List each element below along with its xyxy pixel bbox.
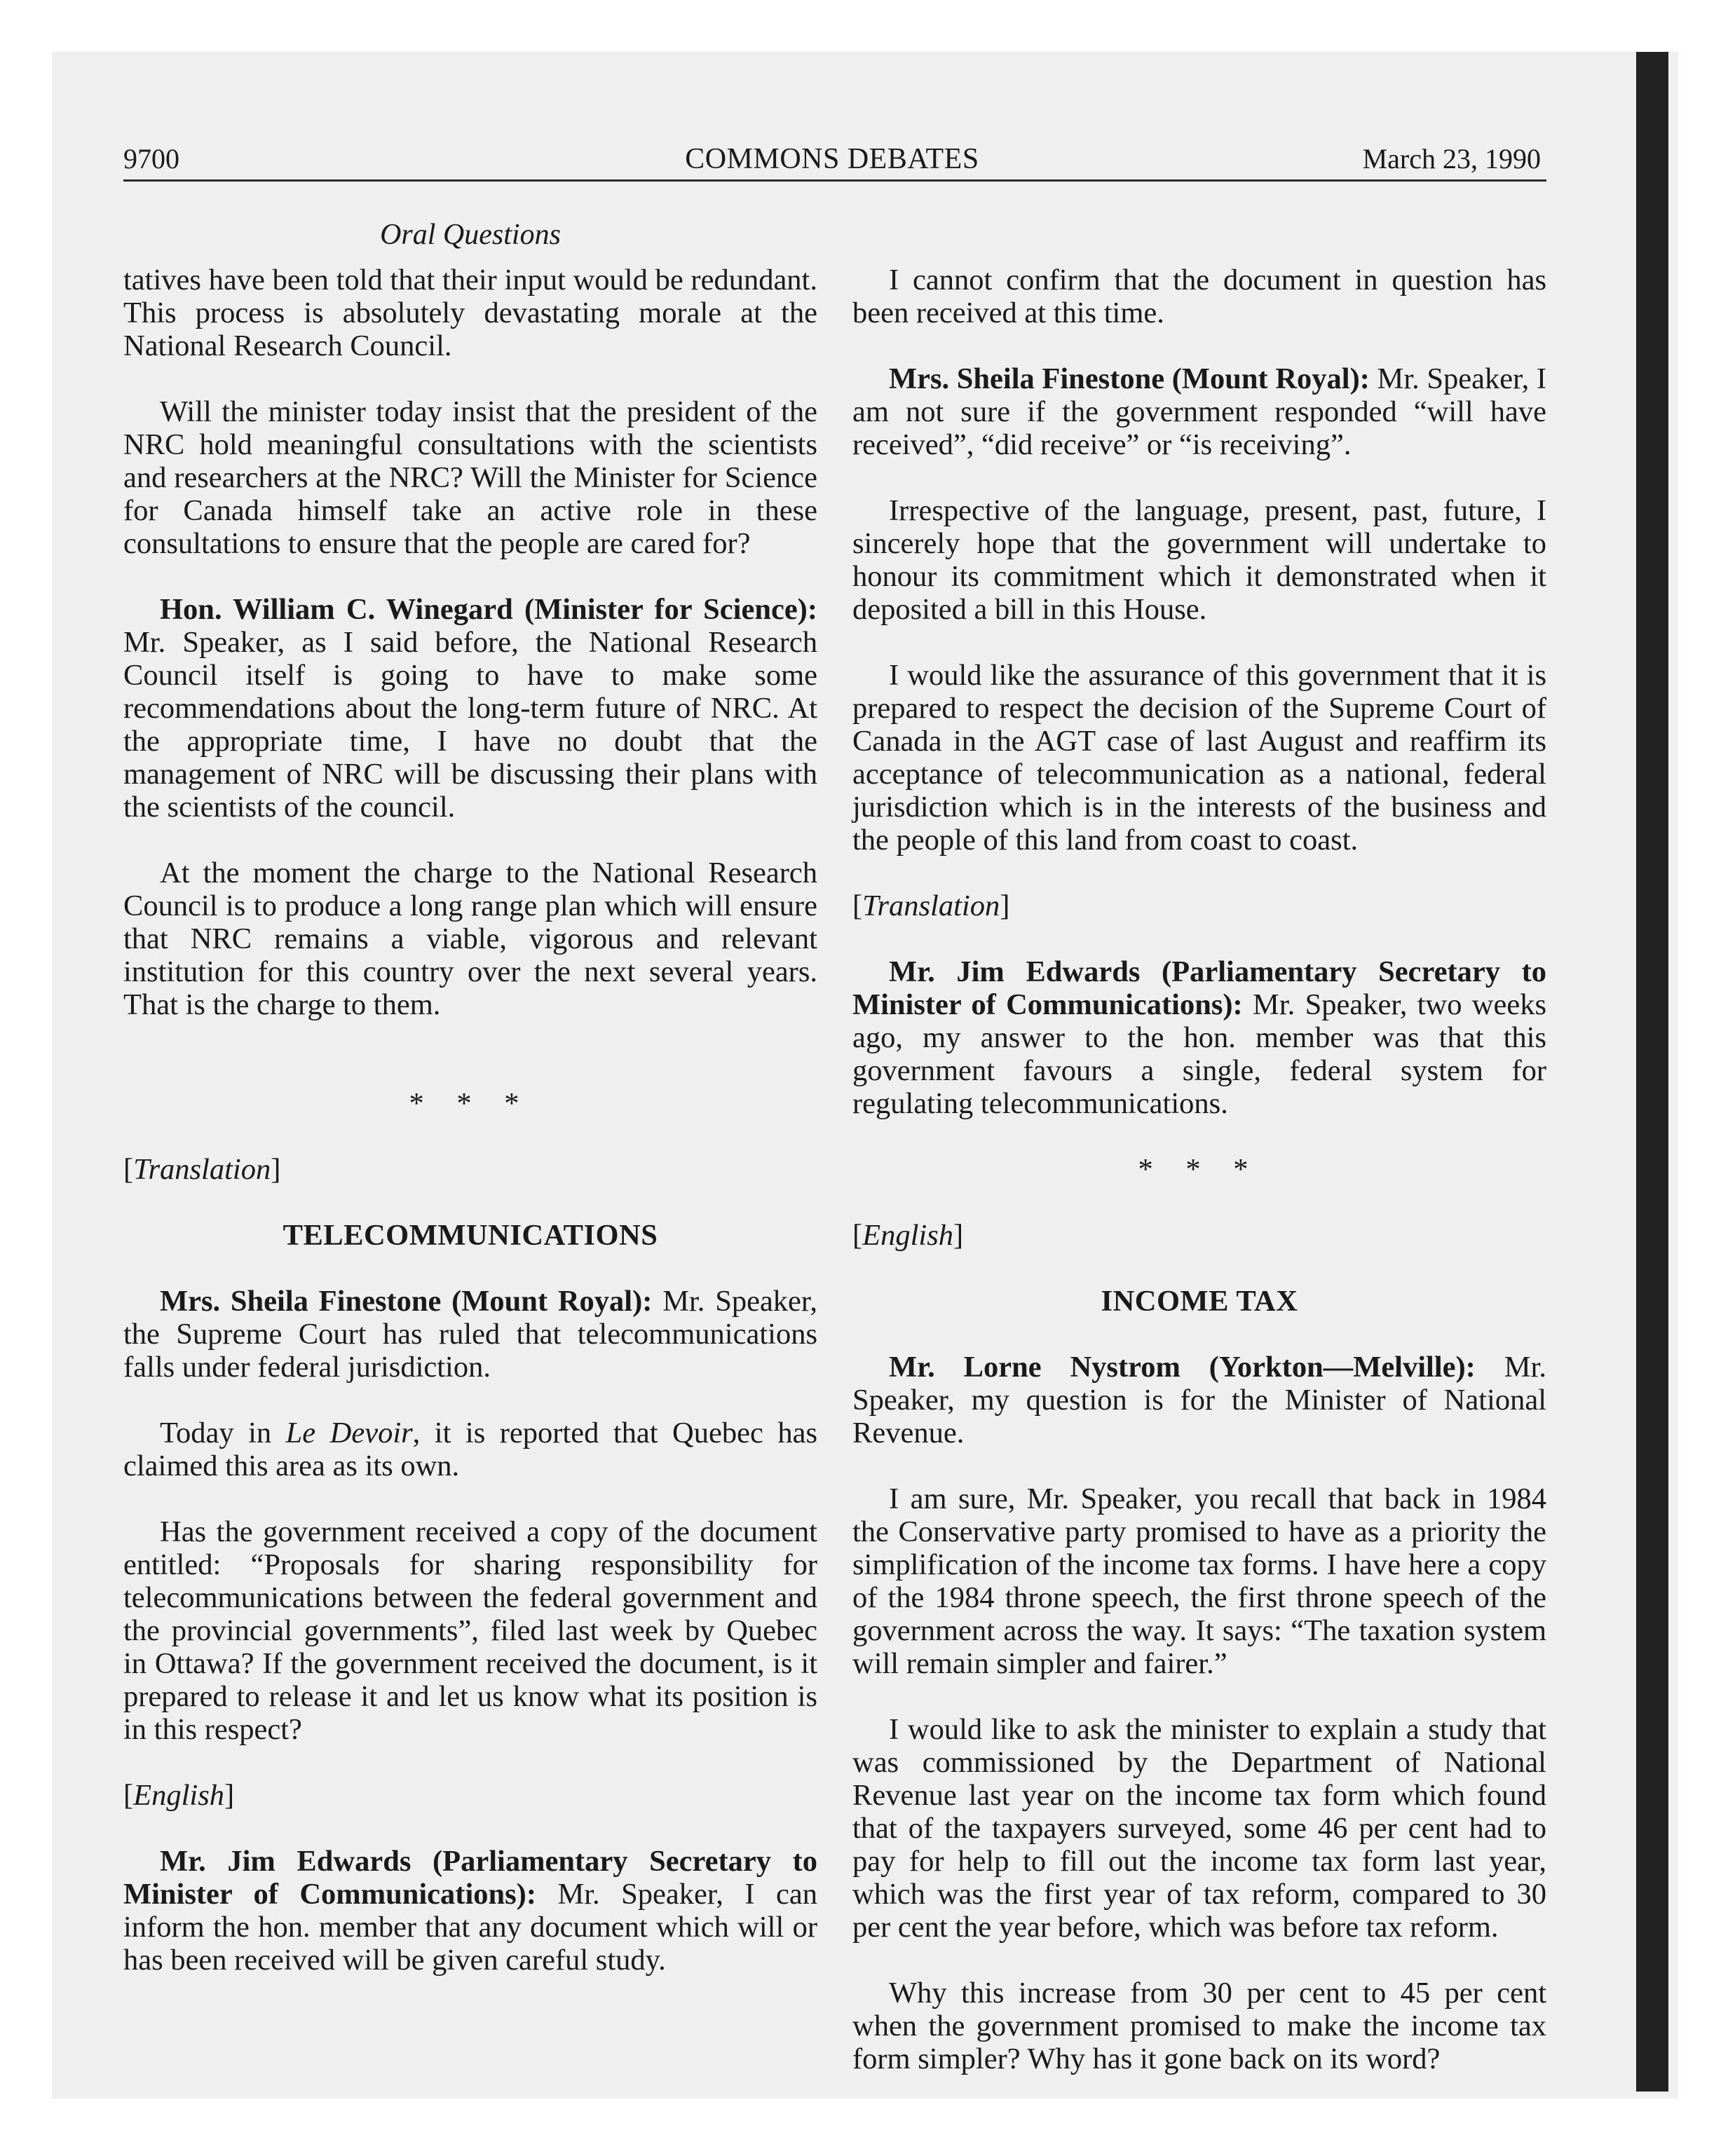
speech-paragraph: [852, 1351, 1546, 1449]
paragraph: I am sure, Mr. Speaker, you recall that back in 1984 the Conservative party promised to have as a priority the simplification of the income tax forms. I have here a copy of the 1984 throne speech, the first throne speech of the government across the way. It says: “The taxation system will remain simpler and fairer.”: [852, 1482, 1546, 1680]
paragraph: Today in Le Devoir, it is reported that Quebec has claimed this area as its own.: [123, 1417, 817, 1482]
running-title: COMMONS DEBATES: [685, 143, 979, 175]
speech-paragraph: [852, 955, 1546, 1120]
left-column: [123, 264, 817, 2010]
paragraph: I would like the assurance of this government that it is prepared to respect the decision of the Supreme Court of Canada in the AGT case of last August and reaffirm its acceptance of telecommunication as a national, federal jurisdiction which is in the interests of the business and the people of this land from coast to coast.: [852, 659, 1546, 857]
speaker-name: Mr. Lorne Nystrom (Yorkton—Melville):: [889, 1351, 1476, 1384]
right-column: [852, 264, 1546, 2108]
paragraph: I cannot confirm that the document in question has been received at this time.: [852, 264, 1546, 329]
section-separator: * * *: [409, 1087, 532, 1120]
newspaper-title: Le Devoir: [285, 1417, 413, 1449]
speech-text: Mr. Speaker, my question is for the Minister of National Revenue.: [852, 1351, 1546, 1449]
scan-edge-shadow: [1636, 52, 1668, 2092]
paragraph: Irrespective of the language, present, past, future, I sincerely hope that the government will undertake to honour its commitment which it demonstrated when it deposited a bill in this House.: [852, 494, 1546, 626]
speech-text: Mr. Speaker, the Supreme Court has ruled that telecommunications falls under federal jurisdiction.: [123, 1285, 817, 1384]
speech-paragraph: [852, 362, 1546, 461]
paragraph: tatives have been told that their input would be redundant. This process is absolutely devastating morale at the National Research Council.: [123, 264, 817, 362]
page-number: 9700: [123, 143, 179, 175]
page-date: March 23, 1990: [1362, 143, 1541, 175]
speech-paragraph: [123, 1845, 817, 1977]
speaker-name: Hon. William C. Winegard (Minister for Science):: [160, 593, 817, 626]
speech-paragraph: [123, 593, 817, 824]
speaker-name: Mr. Jim Edwards (Parliamentary Secretary to Minister of Communications):: [852, 955, 1546, 1021]
speech-paragraph: [123, 1285, 817, 1384]
speaker-name: Mrs. Sheila Finestone (Mount Royal):: [889, 362, 1370, 395]
language-marker: [English]: [123, 1779, 235, 1812]
section-separator: * * *: [1138, 1153, 1261, 1186]
page-header: [123, 142, 1541, 184]
speech-text: Mr. Speaker, I am not sure if the government responded “will have received”, “did receive” or “is receiving”.: [852, 362, 1546, 461]
section-heading: INCOME TAX: [1101, 1285, 1298, 1318]
speech-text: Mr. Speaker, I can inform the hon. member that any document which will or has been received will be given careful study.: [123, 1878, 817, 1977]
paragraph: At the moment the charge to the National Research Council is to produce a long range plan which will ensure that NRC remains a viable, vigorous and relevant institution for this country over the next several years. That is the charge to them.: [123, 857, 817, 1021]
section-heading: TELECOMMUNICATIONS: [283, 1219, 658, 1252]
paragraph: Will the minister today insist that the president of the NRC hold meaningful consultations with the scientists and researchers at the NRC? Will the Minister for Science for Canada himself take an active role in these consultations to ensure that the people are cared for?: [123, 395, 817, 560]
language-marker: [English]: [852, 1219, 964, 1252]
speech-text: Mr. Speaker, as I said before, the National Research Council itself is going to have to make some recommendations about the long-term future of NRC. At the appropriate time, I have no doubt that the management of NRC will be discussing their plans with the scientists of the council.: [123, 626, 817, 824]
language-marker: [Translation]: [123, 1153, 281, 1186]
paragraph: Why this increase from 30 per cent to 45 per cent when the government promised to make the income tax form simpler? Why has it gone back on its word?: [852, 1977, 1546, 2075]
header-rule: [123, 179, 1546, 182]
speaker-name: Mr. Jim Edwards (Parliamentary Secretary to Minister of Communications):: [123, 1845, 817, 1911]
paragraph: Has the government received a copy of the document entitled: “Proposals for sharing responsibility for telecommunications between the federal government and the provincial governments”, filed last week by Quebec in Ottawa? If the government received the document, is it prepared to release it and let us know what its position is in this respect?: [123, 1515, 817, 1746]
section-label: Oral Questions: [380, 219, 561, 251]
paragraph: I would like to ask the minister to explain a study that was commissioned by the Department of National Revenue last year on the income tax form which found that of the taxpayers surveyed, some 46 per cent had to pay for help to fill out the income tax form last year, which was the first year of tax reform, compared to 30 per cent the year before, which was before tax reform.: [852, 1713, 1546, 1944]
speaker-name: Mrs. Sheila Finestone (Mount Royal):: [160, 1285, 653, 1318]
speech-text: Mr. Speaker, two weeks ago, my answer to the hon. member was that this government favours a single, federal system for regulating telecommunications.: [852, 988, 1547, 1120]
language-marker: [Translation]: [852, 889, 1010, 922]
